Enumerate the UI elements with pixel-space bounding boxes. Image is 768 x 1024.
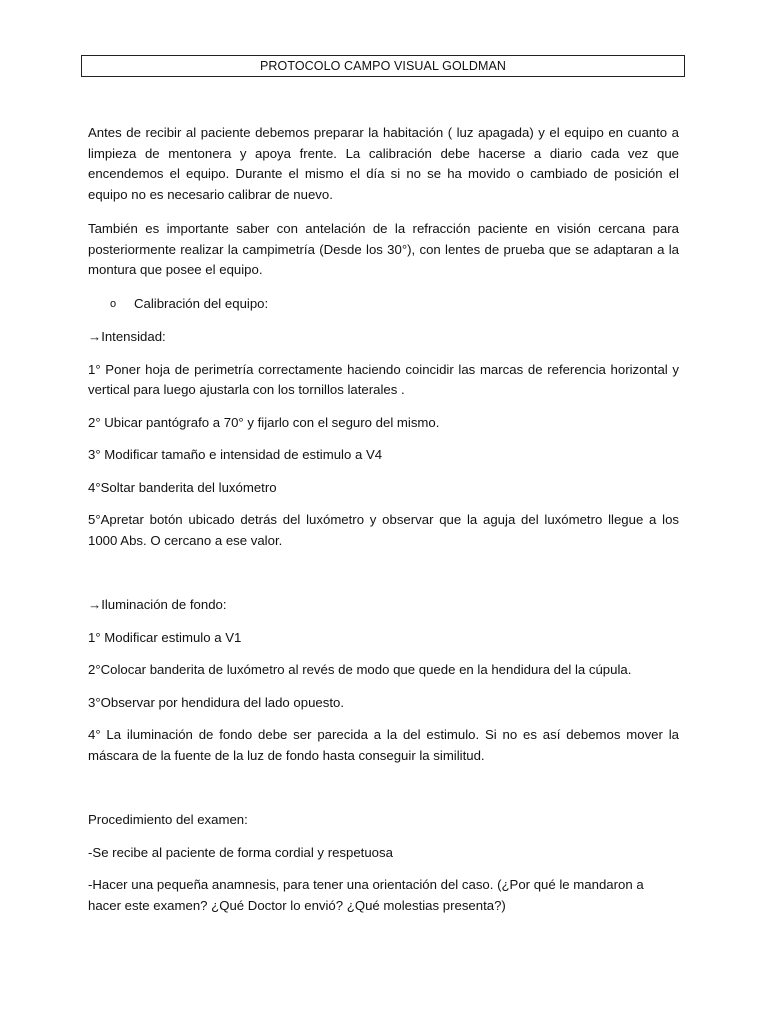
step-procedimiento-1: -Se recibe al paciente de forma cordial y respetuosa (88, 844, 393, 860)
step-fondo-2: 2°Colocar banderita de luxómetro al revés de modo que quede en la hendidura del la cúpula. (88, 662, 632, 677)
paragraph-refraction: También es importante saber con antelación de la refracción paciente en visión cercana para posteriormente realizar la campimetría (Desde los 30°), con lentes de prueba que se adaptaran a la montura que posee el equipo. (88, 221, 679, 277)
document-title: PROTOCOLO CAMPO VISUAL GOLDMAN (81, 55, 685, 77)
step-intensidad-4: 4°Soltar banderita del luxómetro (88, 479, 277, 495)
paragraph-preparation: Antes de recibir al paciente debemos preparar la habitación ( luz apagada) y el equipo en cuanto a limpieza de mentonera y apoya frente. La calibración debe hacerse a diario cada vez que encendemos el equipo. Durante el mismo el día si no se ha movido o cambiado de posición el equipo no es necesario calibrar de nuevo. (88, 125, 679, 202)
step-intensidad-1: 1° Poner hoja de perimetría correctamente haciendo coincidir las marcas de referencia horizontal y vertical para luego ajustarla con los tornillos laterales . (88, 361, 679, 397)
heading-procedimiento: Procedimiento del examen: (88, 812, 248, 827)
step-fondo-3: 3°Observar por hendidura del lado opuesto. (88, 694, 345, 710)
bullet-calibration-text: Calibración del equipo: (134, 295, 269, 311)
heading-iluminacion: →Iluminación de fondo: (88, 597, 227, 612)
heading-intensidad: →Intensidad: (88, 329, 166, 344)
step-intensidad-5: 5°Apretar botón ubicado detrás del luxómetro y observar que la aguja del luxómetro llegue a los 1000 Abs. O cercano a ese valor. (88, 512, 679, 548)
step-procedimiento-2: -Hacer una pequeña anamnesis, para tener una orientación del caso. (¿Por qué le mandaron a hacer este examen? ¿Qué Doctor lo envió? ¿Qué molestias presenta?) (88, 877, 644, 913)
step-intensidad-2: 2° Ubicar pantógrafo a 70° y fijarlo con el seguro del mismo. (88, 414, 440, 430)
step-fondo-4: 4° La iluminación de fondo debe ser parecida a la del estimulo. Si no es así debemos mover la máscara de la fuente de la luz de fondo hasta conseguir la similitud. (88, 727, 679, 763)
bullet-calibration (88, 294, 679, 315)
document-body (88, 123, 679, 916)
step-fondo-1: 1° Modificar estimulo a V1 (88, 629, 242, 645)
step-intensidad-3: 3° Modificar tamaño e intensidad de estimulo a V4 (88, 447, 383, 462)
bullet-marker: o (110, 297, 117, 310)
